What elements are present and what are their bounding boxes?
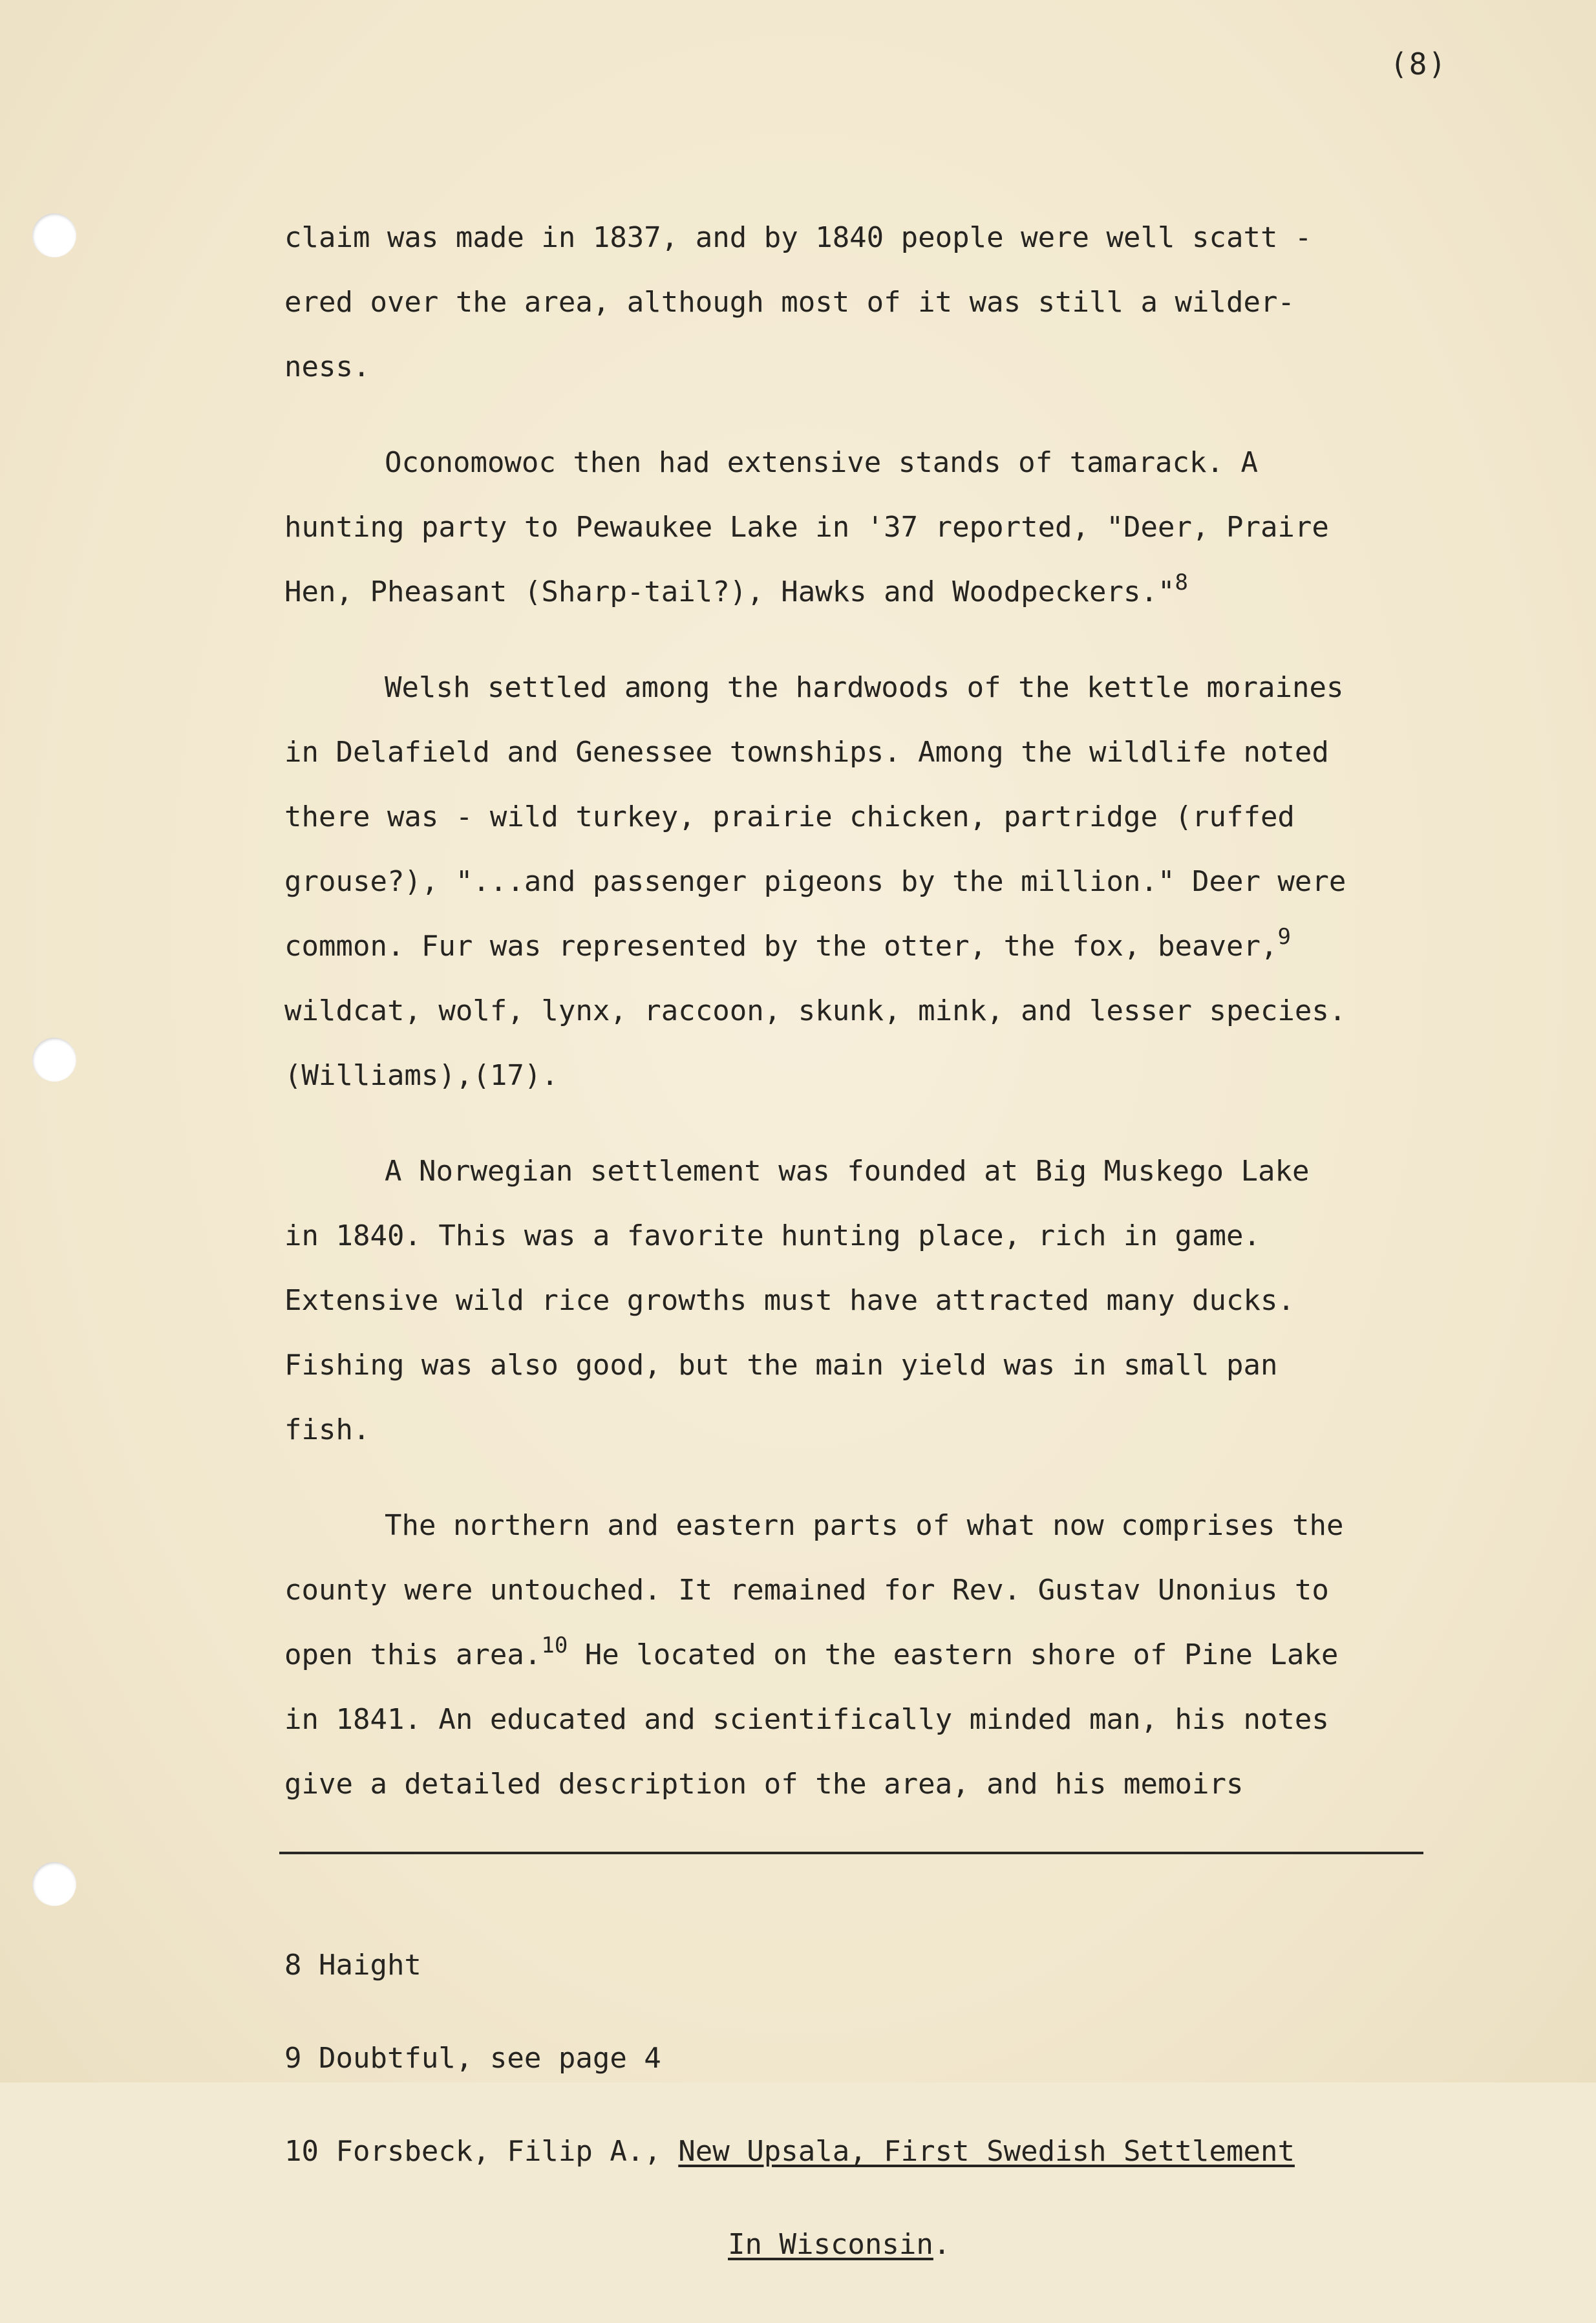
paragraph-2 — [284, 431, 1493, 625]
binder-hole-bottom — [32, 1862, 76, 1906]
text-line: in 1841. An educated and scientifically minded man, his notes — [284, 1703, 1329, 1736]
binder-hole-middle — [32, 1038, 76, 1082]
text-line: hunting party to Pewaukee Lake in '37 reported, "Deer, Praire — [284, 511, 1329, 544]
paragraph-5 — [284, 1493, 1493, 1817]
text-line: grouse?), "...and passenger pigeons by the million." Deer were — [284, 865, 1346, 898]
text-line: Hen, Pheasant (Sharp-tail?), Hawks and Woodpeckers."$^8$ — [284, 570, 1188, 608]
body-text — [284, 206, 1493, 1817]
text-line: in 1840. This was a favorite hunting place, rich in game. — [284, 1219, 1261, 1252]
text-line: fish. — [284, 1413, 370, 1446]
text-line: A Norwegian settlement was founded at Big Muskego Lake — [385, 1155, 1310, 1188]
footnote-ref-10: 10 — [541, 1633, 568, 1658]
binder-hole-top — [32, 213, 76, 257]
footnote-8: 8 Haight — [284, 1949, 421, 1982]
footnote-10: 10 Forsbeck, Filip A., New Upsala, First Swedish Settlement — [284, 2135, 1295, 2168]
text-line: ered over the area, although most of it was still a wilder- — [284, 286, 1295, 319]
text-line: there was - wild turkey, prairie chicken, partridge (ruffed — [284, 800, 1295, 833]
footnotes — [284, 1888, 1295, 2322]
text-line: wildcat, wolf, lynx, raccoon, skunk, mink, and lesser species. — [284, 994, 1346, 1027]
text-line: Fishing was also good, but the main yield was in small pan — [284, 1349, 1278, 1382]
text-line: open this area.$^{10}$ He located on the eastern shore of Pine Lake — [284, 1633, 1339, 1671]
text-line: The northern and eastern parts of what now comprises the — [385, 1509, 1344, 1542]
footnote-divider — [279, 1852, 1423, 1854]
text-line: Extensive wild rice growths must have attracted many ducks. — [284, 1284, 1295, 1317]
footnote-10-continued: In Wisconsin. — [728, 2228, 951, 2261]
text-line: common. Fur was represented by the otter, the fox, beaver,$^9$ — [284, 924, 1291, 963]
text-line: give a detailed description of the area, and his memoirs — [284, 1768, 1244, 1801]
text-line: ness. — [284, 350, 370, 383]
footnote-9: 9 Doubtful, see page 4 — [284, 2042, 661, 2075]
paragraph-1 — [284, 206, 1493, 400]
page-number: (8) — [1390, 47, 1448, 81]
text-line: in Delafield and Genessee townships. Among the wildlife noted — [284, 736, 1329, 769]
text-line: county were untouched. It remained for Rev. Gustav Unonius to — [284, 1574, 1329, 1607]
text-line: Oconomowoc then had extensive stands of tamarack. A — [385, 446, 1259, 479]
footnote-ref-9: 9 — [1277, 924, 1291, 950]
footnote-ref-8: 8 — [1175, 570, 1188, 595]
footnote-10-title: New Upsala, First Swedish Settlement — [678, 2135, 1295, 2168]
text-line: (Williams),(17). — [284, 1059, 559, 1092]
text-line: Welsh settled among the hardwoods of the kettle moraines — [385, 671, 1344, 704]
paragraph-3 — [284, 656, 1493, 1108]
text-line: claim was made in 1837, and by 1840 people were well scatt - — [284, 221, 1312, 254]
paragraph-4 — [284, 1139, 1493, 1462]
